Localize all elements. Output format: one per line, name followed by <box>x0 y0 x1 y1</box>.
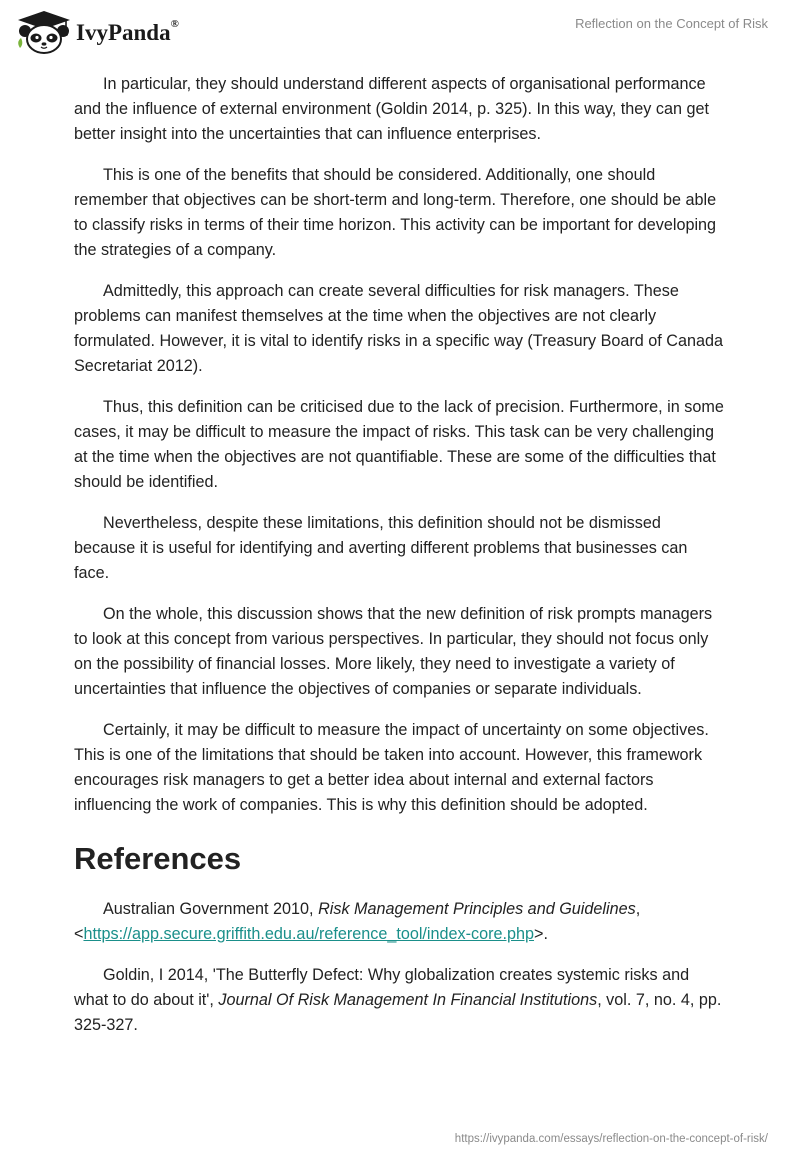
paragraph: Admittedly, this approach can create several difficulties for risk managers. These problems can manifest themselves at the time when the objectives are not clearly formulated. However, it is vital to identify risks in a specific way (Treasury Board of Canada Secretariat 2012). <box>74 282 723 375</box>
essay-body <box>74 72 726 1054</box>
paragraph: This is one of the benefits that should be considered. Additionally, one should remember that objectives can be short-term and long-term. Therefore, one should be able to classify risks in terms of their time horizon. This activity can be important for developing the strategies of a company. <box>74 166 717 259</box>
footer-source-url: https://ivypanda.com/essays/reflection-on-the-concept-of-risk/ <box>454 1133 768 1145</box>
reference-entry: Goldin, I 2014, 'The Butterfly Defect: Why globalization creates systemic risks and what to do about it', Journal Of Risk Management In Financial Institutions, vol. 7, no. 4, pp. 325-327. <box>74 966 722 1034</box>
reference-journal: Journal Of Risk Management In Financial Institutions <box>218 991 598 1009</box>
reference-title: Risk Management Principles and Guidelines <box>318 900 636 918</box>
paragraph: Thus, this definition can be criticised due to the lack of precision. Furthermore, in some cases, it may be difficult to measure the impact of risks. This task can be very challenging at the time when the objectives are not quantifiable. These are some of the difficulties that should be identified. <box>74 398 724 491</box>
panda-graduate-icon <box>14 8 74 56</box>
page-header <box>0 0 800 64</box>
paragraph: On the whole, this discussion shows that the new definition of risk prompts managers to look at this concept from various perspectives. In particular, they should not focus only on the possibility of financial losses. More likely, they need to investigate a variety of uncertainties that influence the objectives of companies or separate individuals. <box>74 605 713 698</box>
document-title: Reflection on the Concept of Risk <box>575 16 768 31</box>
paragraph: Nevertheless, despite these limitations, this definition should not be dismissed because it is useful for identifying and averting different problems that businesses can face. <box>74 514 688 582</box>
ivypanda-logo[interactable] <box>14 8 179 56</box>
logo-wordmark: IvyPanda® <box>76 18 179 45</box>
references-heading: References <box>74 841 242 876</box>
reference-link[interactable]: https://app.secure.griffith.edu.au/reference_tool/index-core.php <box>83 925 535 943</box>
paragraph: Certainly, it may be difficult to measure the impact of uncertainty on some objectives. This is one of the limitations that should be taken into account. However, this framework encourages risk managers to get a better idea about internal and external factors influencing the work of companies. This is why this definition should be adopted. <box>74 721 709 814</box>
reference-entry: Australian Government 2010, Risk Management Principles and Guidelines, <https://app.secure.griffith.edu.au/reference_tool/index-core.php>. <box>74 900 641 943</box>
paragraph: In particular, they should understand different aspects of organisational performance and the influence of external environment (Goldin 2014, p. 325). In this way, they can get better insight into the uncertainties that can influence enterprises. <box>74 75 709 143</box>
